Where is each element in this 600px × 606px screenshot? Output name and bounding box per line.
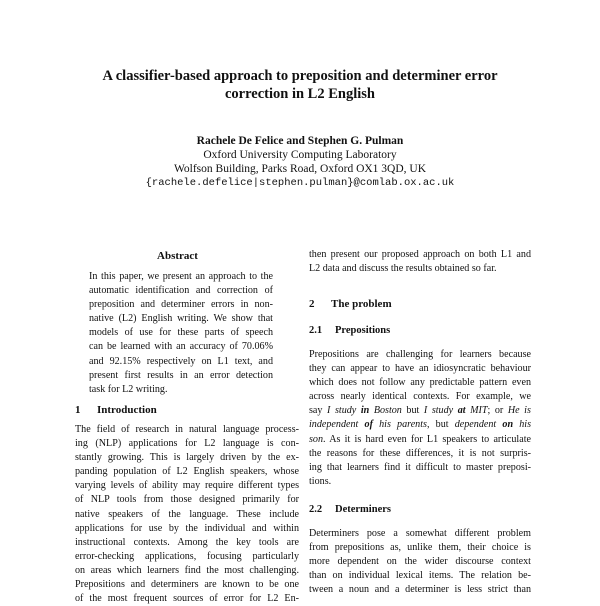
prep-line: ing that learners find it difficult to master preposi- [309,461,531,473]
intro-line: instructional contexts. Among the key tools are [75,536,299,548]
example-italic: son [309,433,324,445]
subsection-title: Prepositions [335,325,391,336]
text-run: but [406,405,420,417]
example-italic: He is [507,405,531,417]
intro-line: of the most frequent sources of error for L2 En- [75,593,299,605]
example-preposition: at [457,405,466,417]
intro-line: panding population of L2 English speakers, whose [75,466,299,478]
det-line: Determiners pose a somewhat different problem [309,528,531,539]
paper-title-line-2: correction in L2 English [225,86,375,102]
intro-line: native speakers of the language. These include [75,508,299,520]
subsection-number: 2.1 [309,325,323,336]
example-preposition: on [502,419,514,431]
abstract-heading: Abstract [157,250,198,262]
intro-line: of NLP tools from those designed primarily for [75,494,299,506]
section-heading-the-problem [309,297,392,311]
example-italic: his [519,419,532,431]
abstract-line: automatic identification and correction of [89,285,273,297]
subsection-number: 2.2 [309,504,323,515]
prep-line: across nearly identical contexts. For example, we [309,391,531,403]
prep-line: tions. [309,475,332,487]
abstract-line: can be learned with an accuracy of 70.06% [89,341,273,353]
text-run: ; or [487,405,504,417]
subsection-heading-determiners [309,503,391,517]
example-italic: independent [309,419,359,431]
prep-example-line-3 [309,433,531,447]
abstract-line: models of use for these parts of speech [89,327,273,339]
example-italic: Boston [373,405,402,417]
text-run: , but [426,419,449,431]
section-title: The problem [331,298,392,310]
abstract-line: preposition and determiner errors in non- [89,299,273,311]
prep-example-line-2 [309,418,531,432]
subsection-heading-prepositions [309,324,390,338]
intro-line: The field of research in natural language process- [75,424,299,435]
prep-example-line-1 [309,404,531,418]
intro-line: applications for use by the individual and within [75,522,299,534]
example-italic: dependent [454,419,497,431]
prep-line: the reasons for these differences, it is not surpris- [309,447,531,459]
author-email: {rachele.defelice|stephen.pulman}@comlab.ox.ac.uk [145,177,455,189]
det-line: than on individual lexical items. The relation be- [309,570,531,582]
det-line: more dependent on the wider discourse context [309,556,531,568]
abstract-line: task for L2 writing. [89,383,168,395]
affiliation-line-1: Oxford University Computing Laboratory [203,149,397,161]
right-column-continuation [309,248,531,276]
affiliation-line-2: Wolfson Building, Parks Road, Oxford OX1 3QD, UK [173,163,427,175]
abstract-line: In this paper, we present an approach to the [89,271,273,282]
intro-line: varying levels of ability may require different types [75,480,299,492]
subsection-title: Determiners [335,504,391,515]
example-italic: his parents [379,419,427,431]
example-italic: I study [327,405,357,417]
prep-line: which does not follow any predictable pattern even [309,377,531,389]
continuation-line: L2 data and discuss the results obtained so far. [309,263,497,275]
prep-line: they can appear to have an idiosyncratic behaviour [309,363,531,375]
example-preposition: in [360,405,370,417]
text-run: say [309,405,323,417]
abstract-line: and 92.15% respectively on L1 text, and [89,355,273,367]
text-run: . As it is hard even for L1 speakers to articulate [323,433,531,445]
example-italic: I study [423,405,454,417]
example-italic: MIT [470,405,488,417]
prep-line: Prepositions are challenging for learners because [309,349,531,360]
abstract-line: present first results in an error detection [89,369,273,381]
intro-line: error-checking applications, focusing particularly [75,550,299,562]
det-line: from prepositions as, unlike them, their choice is [309,542,531,554]
intro-line: Prepositions and determiners are known to be one [75,579,299,591]
paper-title-line-1: A classifier-based approach to preposition and determiner error [102,68,498,84]
introduction-body [75,423,299,606]
intro-line: ing (NLP) applications for L2 language is con- [75,438,299,450]
authors: Rachele De Felice and Stephen G. Pulman [196,135,404,147]
section-number: 2 [309,298,315,310]
prepositions-body [309,348,531,489]
section-number: 1 [75,404,81,416]
continuation-line: then present our proposed approach on both L1 and [309,249,531,260]
example-preposition: of [364,419,373,431]
intro-line: stantly growing. This is largely driven by the ex- [75,452,299,464]
intro-line: on areas which learners find the most challenging. [75,564,299,576]
section-title: Introduction [97,404,157,416]
section-heading-introduction [75,403,157,417]
determiners-body [309,527,531,597]
abstract-body [89,270,273,397]
det-line: tween a noun and a determiner is less strict than [309,584,531,596]
abstract-line: native (L2) English writing. We show that [89,313,273,325]
